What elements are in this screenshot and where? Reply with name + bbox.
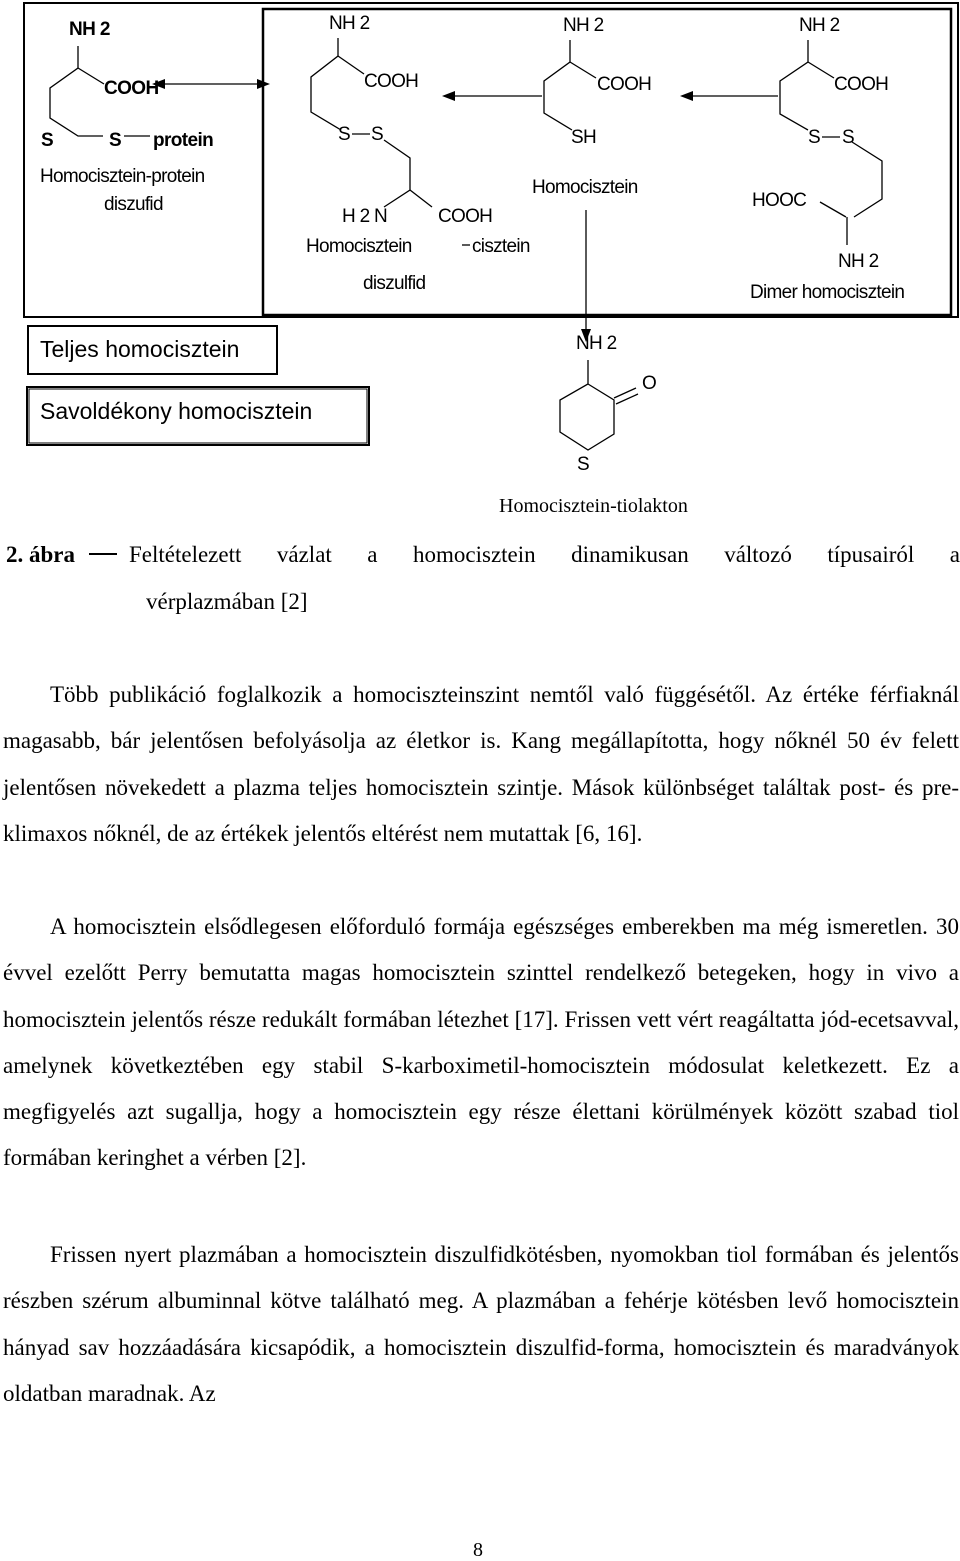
panel1-name-line2: diszufid [104,194,163,215]
panel3-sh: SH [571,127,596,148]
panel1-s1: S [41,130,54,151]
panel2-cooh2: COOH [438,206,493,227]
panel4-s1: S [808,127,820,148]
figure-number: 2. ábra [6,542,75,567]
panel2-nh2: NH 2 [329,13,370,34]
thiolactone-s: S [577,454,589,475]
caption-line1: Feltételezett vázlat a homocisztein dinamikusan változó típusairól a [129,542,960,567]
page-number: 8 [473,1539,483,1561]
total-homocysteine-label: Teljes homocisztein [40,336,240,362]
total-homocysteine-box [24,3,958,317]
panel1-s2: S [109,130,122,151]
panel1-cooh: COOH [104,78,159,99]
panel1-protein: protein [153,130,214,151]
paragraph-3: Frissen nyert plazmában a homocisztein diszulfidkötésben, nyomokban tiol formában és jelentős részben szérum albuminnal kötve található meg. A plazmában a fehérje kötésben levő homocisztein hányad sav hozzáadására kicsapódik, a homocisztein diszulfid-forma, homocisztein és maradványok oldatban maradnak. Az [3,1242,959,1406]
thiolactone-name: Homocisztein-tiolakton [499,495,688,517]
panel4-hooc: HOOC [752,190,807,211]
panel4-s2: S [842,127,854,148]
figure-caption [6,531,960,625]
panel2-s1: S [338,124,350,145]
panel1-nh2: NH 2 [69,19,110,40]
thiolactone-o: O [642,373,657,394]
panel1-name-line1: Homocisztein-protein [40,166,205,187]
caption-dash [89,553,117,555]
panel3-cooh: COOH [597,74,652,95]
paragraph-2: A homocisztein elsődlegesen előforduló formája egészséges emberekben ma még ismeretlen. 30 évvel ezelőtt Perry bemutatta magas homocisztein szinttel rendelkező betegeken, hogy in vivo a homocisztein jelentős része redukált formában létezhet [17]. Frissen vett vért reagáltatta jód-ecetsavval, amelynek következtében egy stabil S-karboximetil-homocisztein módosulat keletkezett. Ez a megfigyelés azt sugallja, hogy a homocisztein egy része élettani körülmények között szabad tiol formában keringhet a vérben [2]. [3,914,959,1171]
panel4-nh2: NH 2 [799,15,840,36]
thiolactone-nh2: NH 2 [576,333,617,354]
panel2-h2n: H 2 N [342,206,388,227]
soluble-homocysteine-label: Savoldékony homocisztein [40,398,313,424]
panel2-cooh: COOH [364,71,419,92]
panel2-s2: S [371,124,383,145]
paragraph-1: Több publikáció foglalkozik a homociszteinszint nemtől való függésétől. Az értéke férfiaknál magasabb, bár jelentősen befolyásolja az életkor is. Kang megállapította, hogy nőknél 50 év felett jelentősen növekedett a plazma teljes homocisztein szintje. Mások különbséget találtak post- és pre-klimaxos nőknél, de az értékek jelentős eltérést nem mutattak [6, 16]. [3,682,959,846]
panel2-name-line2: diszulfid [363,273,426,294]
panel4-cooh: COOH [834,74,889,95]
panel3-nh2: NH 2 [563,15,604,36]
caption-line2: vérplazmában [2] [146,589,308,614]
panel4-nh2-bottom: NH 2 [838,251,879,272]
panel3-name: Homocisztein [532,177,638,198]
panel2-name-part2: cisztein [472,236,530,257]
panel2-name-part1: Homocisztein [306,236,412,257]
panel4-name: Dimer homocisztein [750,282,905,303]
